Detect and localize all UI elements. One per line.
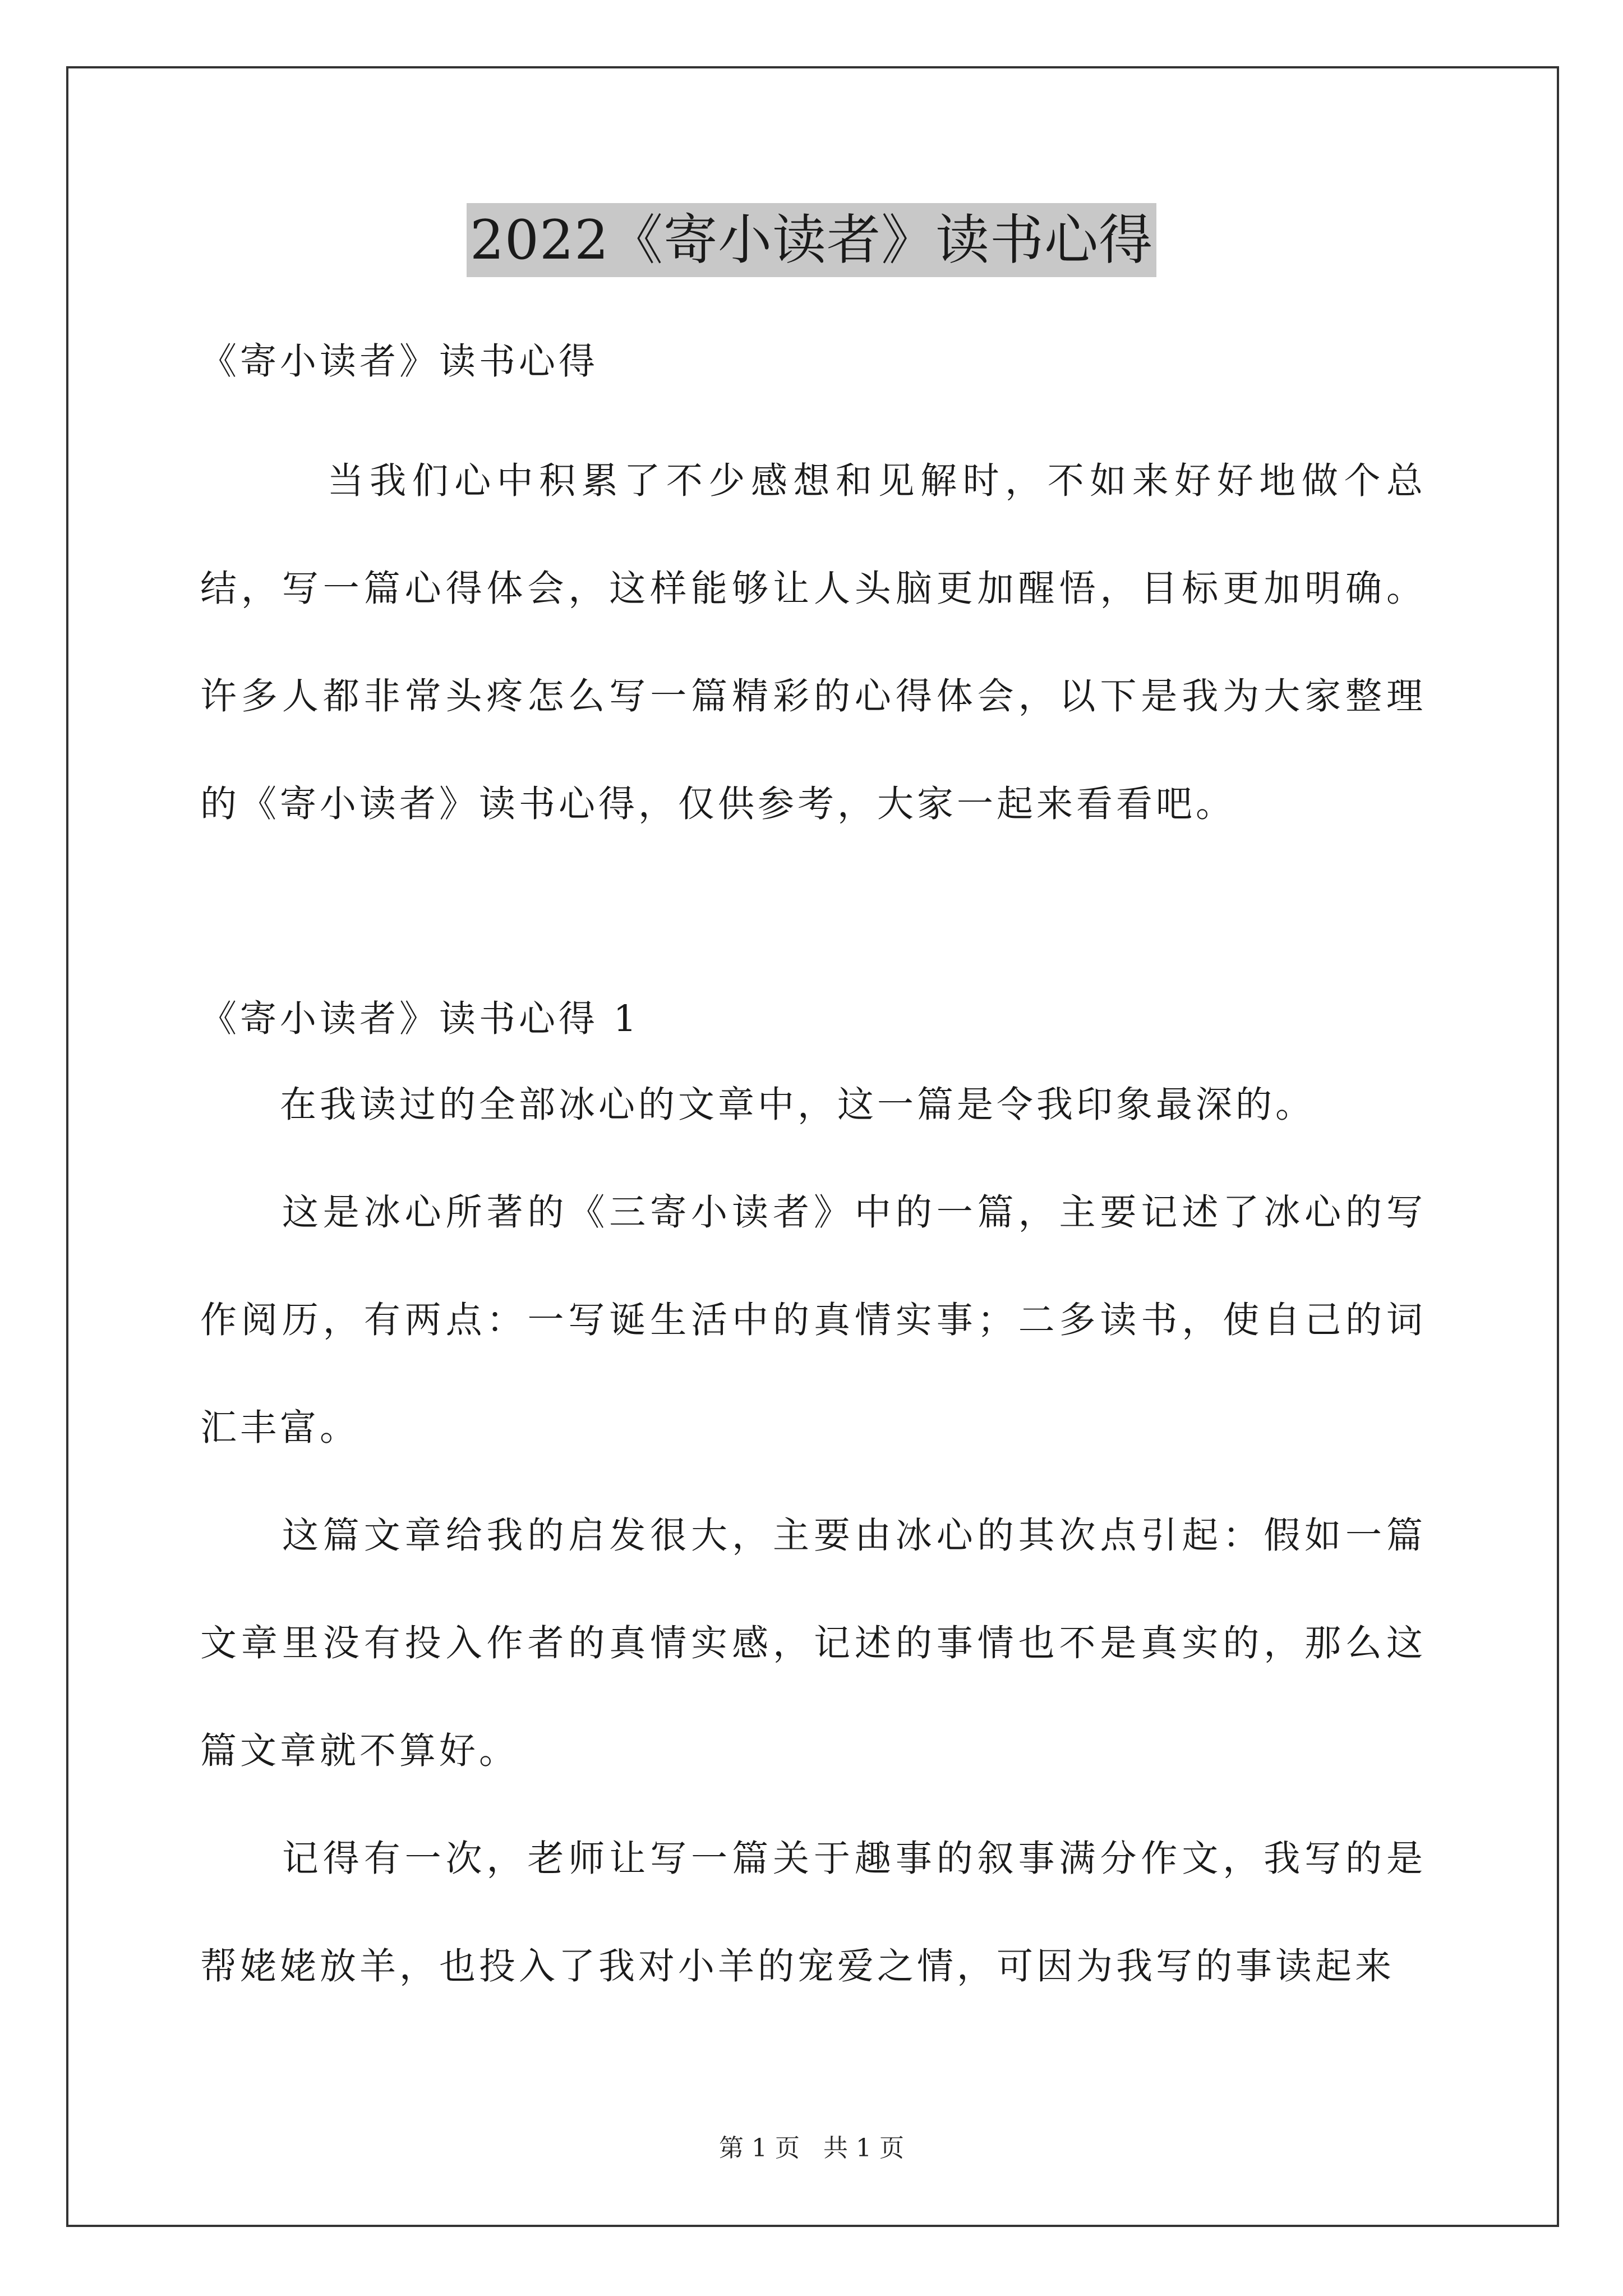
paragraph: 记得有一次，老师让写一篇关于趣事的叙事满分作文，我写的是帮姥姥放羊，也投入了我对小羊的宠爱之情，可因为我写的事读起来: [200, 1838, 1426, 1987]
section-1-body: [200, 1051, 1426, 2021]
paragraph: 这是冰心所著的《三寄小读者》中的一篇，主要记述了冰心的写作阅历，有两点：一写诞生活中的真情实事；二多读书，使自己的词汇丰富。: [200, 1191, 1426, 1449]
page-number: 第 1 页: [719, 2134, 800, 2162]
page-total: 共 1 页: [823, 2134, 904, 2162]
section-heading: 《寄小读者》读书心得: [200, 341, 599, 383]
intro-paragraph: 当我们心中积累了不少感想和见解时，不如来好好地做个总结，写一篇心得体会，这样能够让人头脑更加醒悟，目标更加明确。许多人都非常头疼怎么写一篇精彩的心得体会，以下是我为大家整理的《寄小读者》读书心得，仅供参考，大家一起来看看吧。: [200, 460, 1426, 825]
page-footer: [0, 2132, 1623, 2165]
section-heading-1: 《寄小读者》读书心得 1: [200, 998, 640, 1040]
paragraph: 在我读过的全部冰心的文章中，这一篇是令我印象最深的。: [200, 1084, 1316, 1126]
title-container: [0, 203, 1623, 277]
paragraph: 这篇文章给我的启发很大，主要由冰心的其次点引起：假如一篇文章里没有投入作者的真情实感，记述的事情也不是真实的，那么这篇文章就不算好。: [200, 1515, 1426, 1772]
document-title: 2022《寄小读者》读书心得: [467, 203, 1156, 277]
